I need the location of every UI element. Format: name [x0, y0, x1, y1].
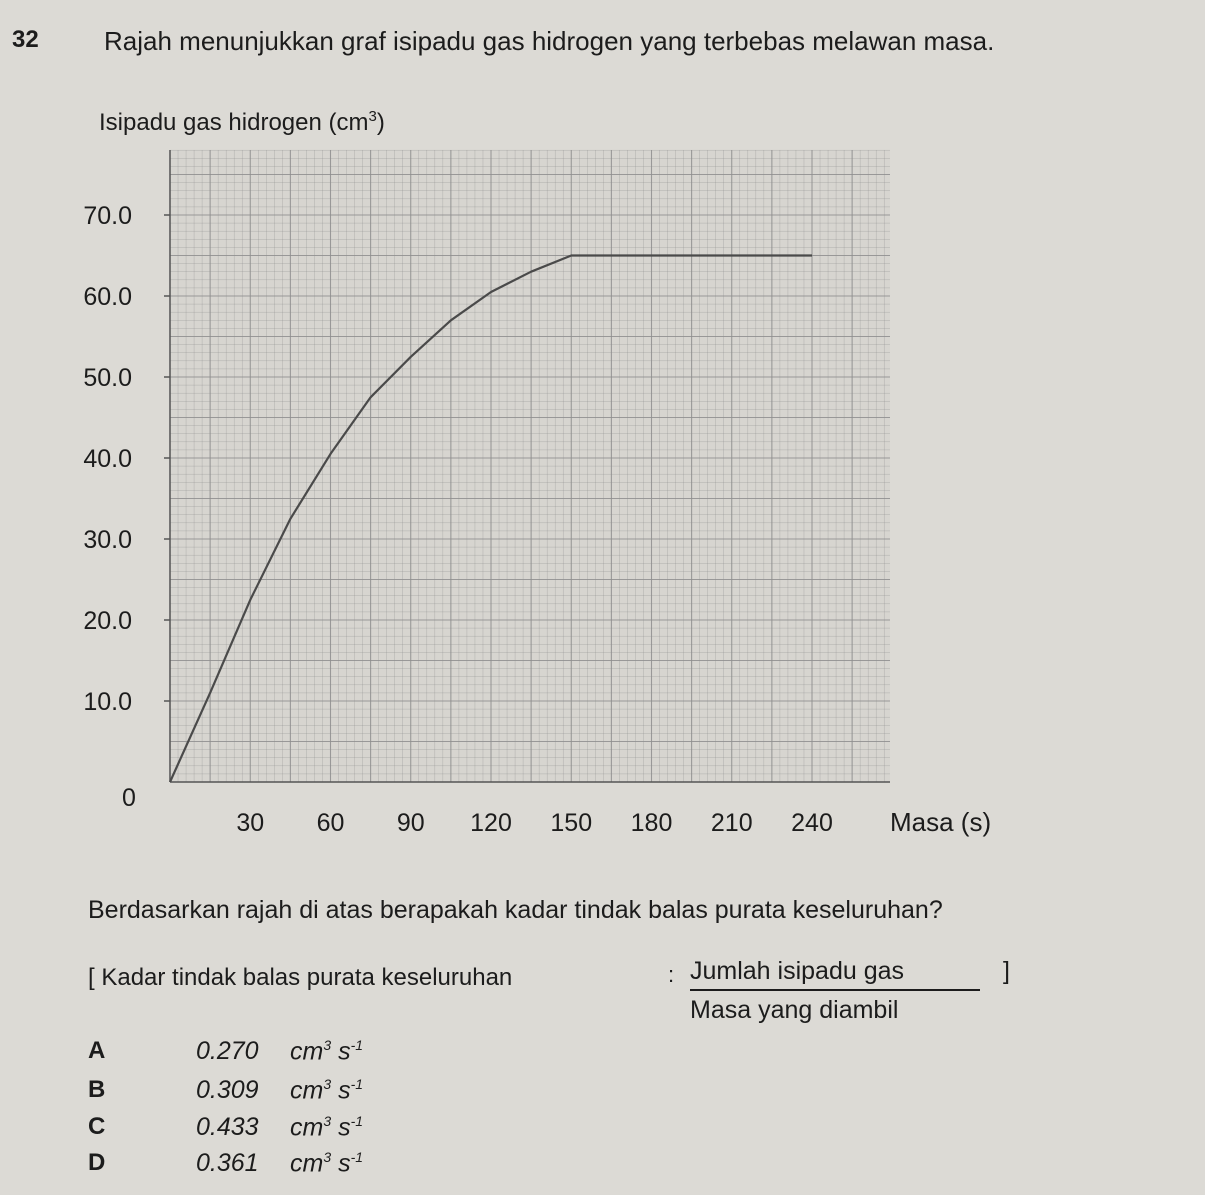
option-letter: D [88, 1149, 106, 1176]
x-tick-label: 210 [710, 809, 753, 837]
y-axis-label-close: ) [376, 109, 385, 136]
option-letter: C [88, 1113, 106, 1140]
option-value: 0.270 [196, 1037, 259, 1065]
y-axis-label-text: Isipadu gas hidrogen (cm [99, 109, 369, 136]
y-tick-label: 70.0 [83, 202, 132, 230]
y-tick-label: 10.0 [83, 688, 132, 716]
y-tick-label: 50.0 [83, 364, 132, 392]
y-axis-label-exponent: 3 [368, 108, 377, 125]
x-tick-label: 120 [470, 809, 512, 837]
x-tick-label: 60 [316, 809, 345, 837]
x-tick-label: 30 [236, 809, 265, 837]
option-unit: $cm^3$ $s^{-1}$ [290, 1037, 364, 1066]
x-tick-label: 180 [630, 809, 673, 837]
formula-left-text: [ Kadar tindak balas purata keseluruhan [88, 964, 513, 991]
formula-denominator: Masa yang diambil [690, 996, 899, 1024]
fraction-bar [690, 989, 980, 991]
x-axis-label: Masa (s) [890, 807, 992, 837]
formula-separator: : [668, 962, 675, 987]
option-value: 0.309 [196, 1076, 259, 1104]
y-tick-label: 20.0 [83, 607, 132, 635]
question-number: 32 [12, 26, 39, 53]
y-tick-label: 60.0 [83, 283, 132, 311]
question-text: Rajah menunjukkan graf isipadu gas hidrogen yang terbebas melawan masa. [104, 26, 995, 56]
x-tick-label: 150 [550, 809, 593, 837]
option-unit: $cm^3$ $s^{-1}$ [290, 1113, 364, 1142]
option-letter: B [88, 1076, 106, 1103]
formula-close-bracket: ] [1003, 957, 1010, 985]
option-letter: A [88, 1037, 106, 1064]
formula-numerator: Jumlah isipadu gas [690, 957, 905, 985]
option-unit: $cm^3$ $s^{-1}$ [290, 1149, 364, 1178]
y-tick-label: 40.0 [83, 445, 132, 473]
x-tick-label: 240 [791, 809, 833, 837]
question-prompt: Berdasarkan rajah di atas berapakah kadar tindak balas purata keseluruhan? [88, 896, 943, 924]
option-unit: $cm^3$ $s^{-1}$ [290, 1076, 364, 1105]
option-value: 0.433 [196, 1113, 259, 1141]
option-value: 0.361 [196, 1149, 259, 1177]
y-tick-label: 30.0 [83, 526, 132, 554]
origin-label: 0 [122, 784, 136, 812]
x-tick-label: 90 [396, 809, 425, 837]
